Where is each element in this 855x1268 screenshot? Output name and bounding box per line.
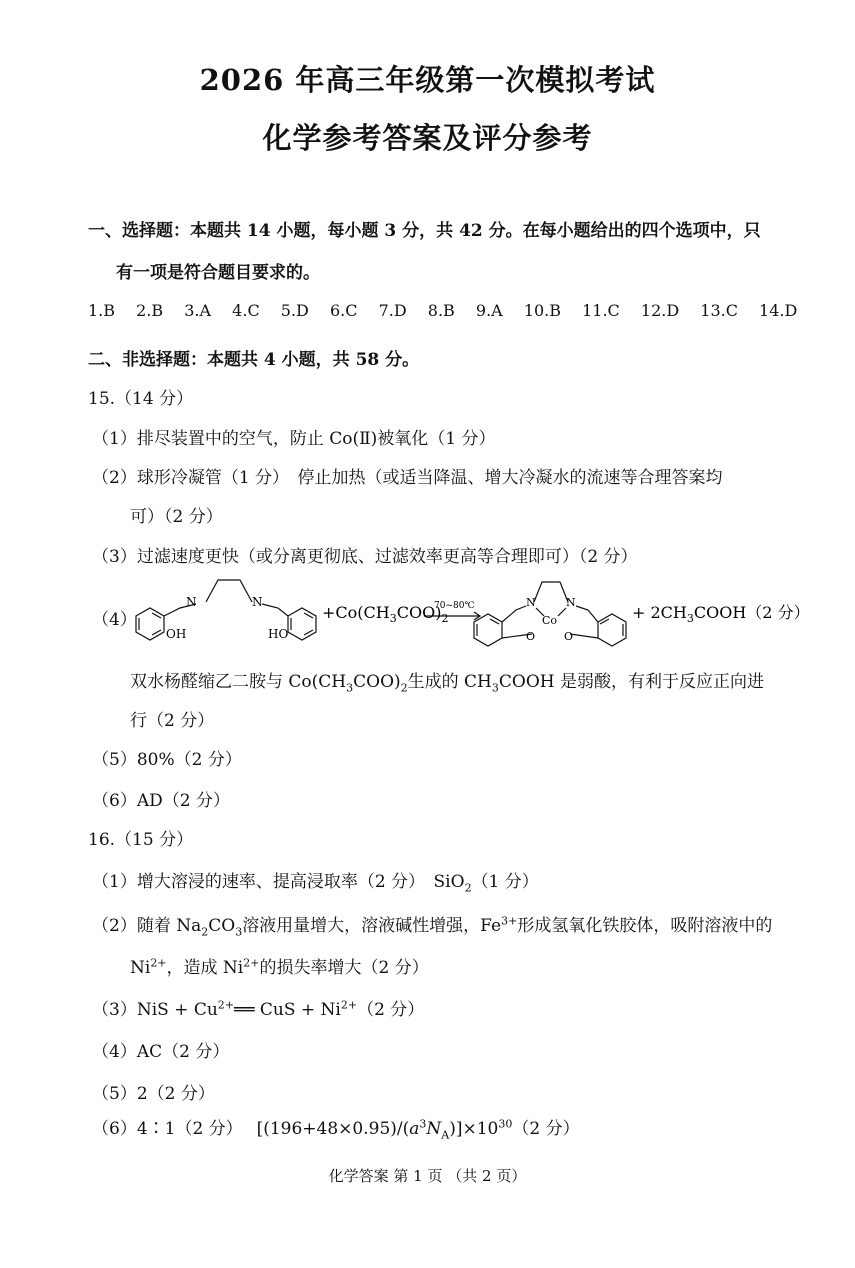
q16-part5: （5）2（2 分） [92, 1084, 215, 1104]
answer-7: 7.D [378, 301, 407, 320]
answer-3: 3.A [184, 301, 212, 320]
hydroxyl-label-1: OH [166, 627, 187, 641]
q16-part1: （1）增大溶浸的速率、提高浸取率（2 分） SiO$_2$（1 分） [92, 872, 539, 895]
q15-part4-explanation: 双水杨醛缩乙二胺与 $Co(CH_3COO)_2$生成的 $CH_3COOH$ 是弱酸，有利于反应正向进 [130, 672, 765, 695]
imine-chain-right [262, 604, 288, 616]
q15-part2-line1: （2）球形冷凝管（1 分） 停止加热（或适当降温、增大冷凝水的流速等合理答案均 [92, 468, 723, 488]
choice-answers [88, 301, 797, 320]
q16-part2-line2: $Ni^{2+}$，造成 $Ni^{2+}$的损失率增大（2 分） [130, 956, 429, 978]
q16-part3: $(3)NiS + Cu^{2+}══$ CuS + $Ni^{2+}(2$ 分） [92, 998, 425, 1020]
nitrogen-label-2: N [252, 595, 263, 609]
section1-heading-line2: 有一项是符合题目要求的。 [116, 263, 320, 283]
q15-label: 15.（14 分） [88, 389, 194, 409]
product-benzene-left [474, 614, 502, 646]
q16-part6: （6）4∶1（2 分） $[(196+48\times 0.95)/(a^3N_A)]\times 10^{30}(2$ 分） [92, 1117, 580, 1142]
product-formula: + $2CH_3COOH(2$ 分） [632, 603, 810, 625]
product-n-label-1: N [526, 596, 536, 609]
q15-part4-number: （4） [92, 610, 137, 630]
oxygen-label-2: O [564, 630, 574, 643]
nitrogen-label-1: N [186, 595, 197, 609]
benzene-ring-right [288, 608, 316, 640]
page-footer: 化学答案 第 1 页 （共 2 页） [328, 1167, 527, 1185]
oxygen-label-1: O [526, 630, 536, 643]
answer-8: 8.B [427, 301, 455, 320]
answer-2: 2.B [136, 301, 164, 320]
hydroxyl-label-2: HO [268, 627, 289, 641]
reaction-equation [128, 572, 828, 652]
answer-11: 11.C [582, 301, 620, 320]
benzene-ring-left [136, 608, 164, 640]
q15-part2-line2: 可）（2 分） [130, 507, 223, 527]
answer-12: 12.D [640, 301, 680, 320]
answer-6: 6.C [329, 301, 358, 320]
reaction-condition: 70~80℃ [434, 601, 475, 611]
q15-part4-explanation-line2: 行（2 分） [130, 711, 215, 731]
answer-14: 14.D [759, 301, 798, 320]
q16-label: 16.（15 分） [88, 830, 194, 850]
answer-13: 13.C [700, 301, 738, 320]
answer-1: 1.B [88, 301, 116, 320]
cobalt-label: Co [542, 614, 558, 627]
answer-4: 4.C [232, 301, 260, 320]
q15-part5: （5）80%（2 分） [92, 750, 242, 770]
ethylene-bridge [206, 580, 252, 602]
answer-5: 5.D [280, 301, 309, 320]
answer-9: 9.A [475, 301, 503, 320]
page-title: 2026 年高三年级第一次模拟考试 [199, 63, 656, 97]
answer-10: 10.B [523, 301, 562, 320]
q15-part6: （6）AD（2 分） [92, 791, 230, 811]
section1-heading-line1: 一、选择题：本题共 14 小题，每小题 3 分，共 42 分。在每小题给出的四个选项中，只 [88, 221, 761, 241]
q15-part3: （3）过滤速度更快（或分离更彻底、过滤效率更高等合理即可）（2 分） [92, 547, 638, 567]
q15-part1: （1）排尽装置中的空气，防止 Co(Ⅱ)被氧化（1 分） [92, 429, 496, 449]
product-n-label-2: N [566, 596, 576, 609]
product-benzene-right [598, 614, 626, 646]
section2-heading: 二、非选择题：本题共 4 小题，共 58 分。 [88, 350, 420, 370]
reagent-formula: $+Co(CH_3COO)_2$ [322, 603, 449, 625]
q16-part2-line1: （2）随着 $Na_2CO_3$溶液用量增大，溶液碱性增强，$Fe^{3+}$形成氢氧化铁胶体，吸附溶液中的 [92, 914, 773, 939]
q16-part4: （4）AC（2 分） [92, 1042, 230, 1062]
page-subtitle: 化学参考答案及评分参考 [262, 121, 593, 155]
